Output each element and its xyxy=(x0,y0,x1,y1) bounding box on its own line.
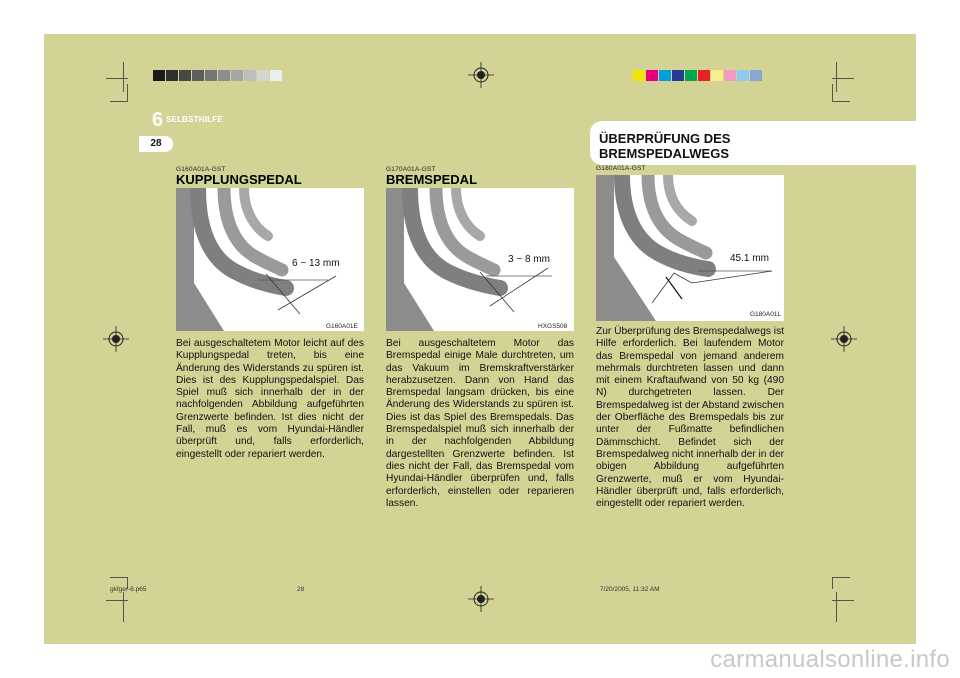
color-swatch xyxy=(672,70,685,81)
gray-calibration-strip xyxy=(153,70,283,81)
section-header-title xyxy=(599,131,730,161)
color-swatch xyxy=(724,70,737,81)
figure-code: G180A01L xyxy=(750,311,782,318)
gray-swatch xyxy=(192,70,205,81)
registration-target-icon xyxy=(831,326,857,352)
gray-swatch xyxy=(179,70,192,81)
section-header-line-1: ÜBERPRÜFUNG DES xyxy=(599,131,731,146)
color-swatch xyxy=(633,70,646,81)
gray-swatch xyxy=(231,70,244,81)
footer-filename: gkfger-6.p65 xyxy=(110,586,147,593)
color-swatch xyxy=(750,70,763,81)
registration-target-icon xyxy=(103,326,129,352)
gray-swatch xyxy=(270,70,283,81)
figure-code: HXGS508 xyxy=(538,323,568,330)
section-code: G180A01A-GST xyxy=(596,165,646,172)
section-code: G160A01A-GST xyxy=(176,166,226,173)
watermark-text: carmanualsonline.info xyxy=(710,646,950,673)
clutch-pedal-figure xyxy=(176,188,364,331)
brake-measurement-label: 3 ~ 8 mm xyxy=(508,254,550,265)
gray-swatch xyxy=(218,70,231,81)
color-swatch xyxy=(659,70,672,81)
brake-travel-text: Zur Überprüfung des Bremspedalwegs ist Hilfe erforderlich. Bei laufendem Motor das Bremspedal von jemand anderem mehrmals durchtreten lassen und dann mit einem Kraftaufwand von 50 kg (490 N) durchgetreten lassen. Der Bremspedalweg ist der Abstand zwischen der Oberfläche des Bremspedals bis zur unter der Fußmatte befindlichen Dämmschicht. Befindet sich der Bremspedalweg nicht innerhalb der in der obigen Abbildung aufgeführten Grenzwerte, muß er vom Hyundai-Händler überprüft und, falls erforderlich, eingestellt oder repariert werden. xyxy=(596,326,785,510)
footer-page: 28 xyxy=(297,586,305,593)
chapter-number: 6 xyxy=(152,109,164,131)
footer-timestamp: 7/20/2005, 11:32 AM xyxy=(600,586,660,593)
section-header-line-2: BREMSPEDALWEGS xyxy=(599,146,730,161)
section-title: BREMSPEDAL xyxy=(386,172,478,187)
figure-code: G160A01E xyxy=(326,323,358,330)
clutch-pedal-text: Bei ausgeschaltetem Motor leicht auf des Kupplungspedal treten, bis eine Änderung des Widerstands zu spüren ist. Dies ist des Kupplungspedalspiel. Das Spiel muß sich innerhalb der in der nachfolgenden Abbildung aufgeführten Grenzwerte befinden. Ist dies nicht der Fall, muß es vom Hyundai-Händler überprüft und, falls erforderlich, eingestellt oder repariert werden. xyxy=(176,338,364,460)
color-swatch xyxy=(685,70,698,81)
section-title: KUPPLUNGSPEDAL xyxy=(176,172,302,187)
brake-travel-illustration xyxy=(596,175,784,321)
gray-swatch xyxy=(244,70,257,81)
registration-target-icon xyxy=(468,586,494,612)
color-swatch xyxy=(737,70,750,81)
color-calibration-strip xyxy=(633,70,763,81)
gray-swatch xyxy=(205,70,218,81)
chapter-title: SELBSTHILFE xyxy=(166,115,223,124)
brake-pedal-figure xyxy=(386,188,574,331)
gray-swatch xyxy=(153,70,166,81)
color-swatch xyxy=(711,70,724,81)
brake-travel-figure xyxy=(596,175,784,321)
color-swatch xyxy=(698,70,711,81)
travel-measurement-label: 45.1 mm xyxy=(730,253,769,264)
page-number-badge: 28 xyxy=(139,136,173,152)
color-swatch xyxy=(646,70,659,81)
registration-target-icon xyxy=(468,62,494,88)
brake-pedal-text: Bei ausgeschaltetem Motor das Bremspedal einige Male durchtreten, um das Vakuum im Bremskraftverstärker herabzusetzen. Dann von Hand das Bremspedal langsam drücken, bis eine Änderung des Widerstands zu spüren ist. Dies ist das Spiel des Bremspedals. Das Bremspedalspiel muß sich innerhalb der in der nachfolgenden Abbildung dargestellten Grenzwerte befinden. Ist dies nicht der Fall, das Bremspedal vom Hyundai-Händler überprüfen und, falls erforderlich, einstellen oder reparieren lassen. xyxy=(386,338,574,509)
clutch-measurement-label: 6 ~ 13 mm xyxy=(292,258,340,269)
gray-swatch xyxy=(166,70,179,81)
section-code: G170A01A-GST xyxy=(386,166,436,173)
gray-swatch xyxy=(257,70,270,81)
